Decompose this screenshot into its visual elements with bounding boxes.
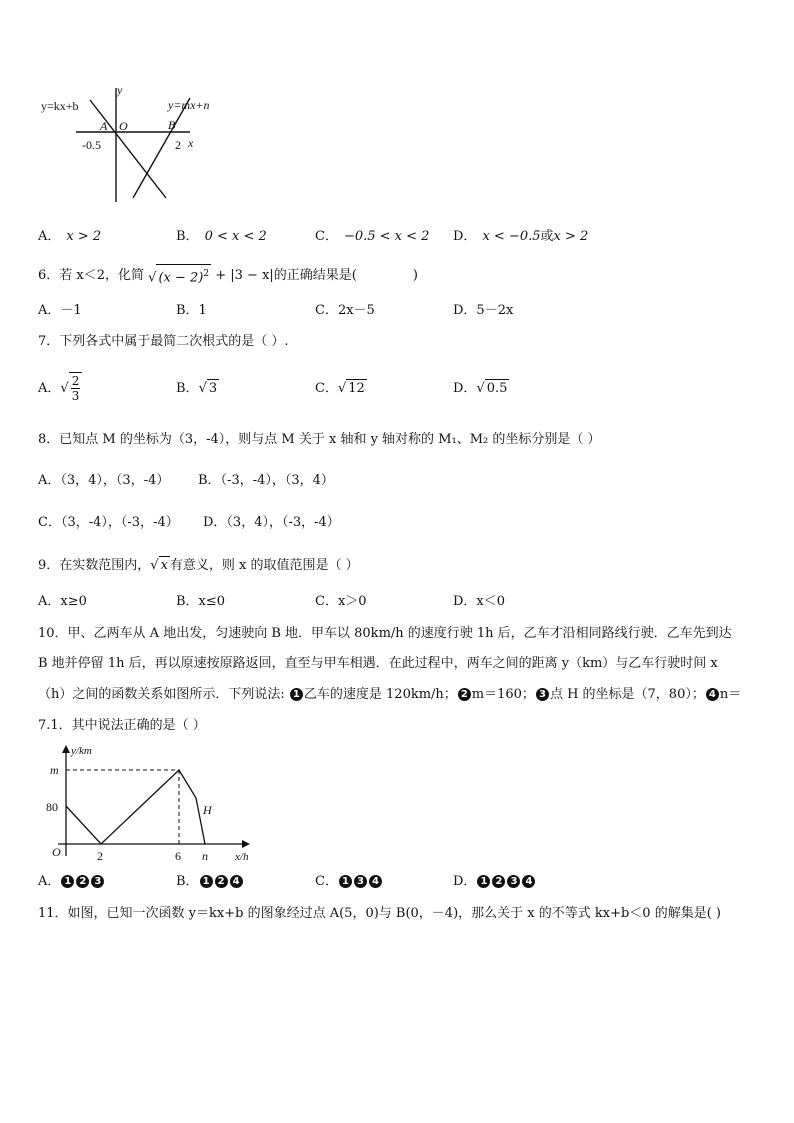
q9-option-d: D．x＜0 <box>453 594 506 609</box>
graph-n-label: n <box>202 849 208 863</box>
graph-x-label: x/h <box>235 851 249 863</box>
question-7: 7．下列各式中属于最简二次根式的是（ ）. <box>38 334 289 349</box>
question-9: 9．在实数范围内，√ x 有意义，则 x 的取值范围是（ ） <box>38 558 359 573</box>
q10-option-d: D． 1 2 3 4 <box>453 873 536 891</box>
tick-two: 2 <box>175 138 181 152</box>
q8-option-a: A．（3，4），（3，-4） <box>38 473 170 488</box>
q6-option-d: D．5－2x <box>453 303 514 318</box>
question-10-line-2: B 地并停留 1h 后，再以原速按原路返回，直至与甲车相遇．在此过程中，两车之间的距离 y（km）与乙车行驶时间 x <box>38 656 718 671</box>
q10-option-b: B． 1 2 4 <box>176 873 244 891</box>
q6-option-a: A．－1 <box>38 303 82 318</box>
q5-option-d: D． x < −0.5或x > 2 <box>453 229 589 244</box>
graph-m-label: m <box>50 763 59 777</box>
sqrt-expression: √ $(x - 2)^2$ <box>148 264 211 287</box>
distance-time-graph <box>38 740 268 868</box>
point-b-label: B <box>168 118 176 132</box>
graph-origin: O <box>52 845 61 859</box>
distance-polyline <box>66 770 205 844</box>
q5-option-c: C． −0.5 < x < 2 <box>315 229 430 244</box>
line2-label: y=mx+n <box>168 98 210 112</box>
question-11: 11．如图，已知一次函数 y＝kx+b 的图象经过点 A(5，0)与 B(0，－4)，那么关于 x 的不等式 kx+b＜0 的解集是( ) <box>38 906 721 921</box>
question-8: 8．已知点 M 的坐标为（3，-4），则与点 M 关于 x 轴和 y 轴对称的 M₁、M₂ 的坐标分别是（ ） <box>38 432 601 447</box>
y-axis-label: y <box>117 83 123 97</box>
q7-option-b: B．√ 3 <box>176 381 218 396</box>
graph-6-label: 6 <box>175 849 181 863</box>
point-o-label: O <box>119 119 128 133</box>
linear-functions-figure <box>38 80 228 210</box>
question-10-line-4: 7.1．其中说法正确的是（ ） <box>38 718 206 733</box>
graph-80-label: 80 <box>46 800 58 814</box>
q7-option-c: C．√ 12 <box>315 381 365 396</box>
point-a-label: A <box>100 119 108 133</box>
tick-neg-half: -0.5 <box>82 138 101 152</box>
q6-option-c: C．2x－5 <box>315 303 375 318</box>
question-10-line-1: 10．甲、乙两车从 A 地出发，匀速驶向 B 地．甲车以 80km/h 的速度行驶 1h 后，乙车才沿相同路线行驶．乙车先到达 <box>38 626 732 641</box>
q6-option-b: B．1 <box>176 303 207 318</box>
q10-option-c: C． 1 3 4 <box>315 873 383 891</box>
q9-option-b: B．x≤0 <box>176 594 226 609</box>
q5-option-a: A． x > 2 <box>38 229 102 244</box>
q8-option-c: C．（3，-4），（-3，-4） <box>38 515 179 530</box>
question-6: 6．若 x＜2，化简 √ $(x - 2)^2 + |3 - x|$的正确结果是( ) <box>38 264 418 287</box>
graph-h-label: H <box>203 803 212 817</box>
q9-option-a: A．x≥0 <box>38 594 87 609</box>
q8-option-d: D．（3，4），（-3，-4） <box>203 515 340 530</box>
q7-option-d: D．√ 0.5 <box>453 381 508 396</box>
line-mx-n <box>133 98 190 198</box>
graph-2-label: 2 <box>97 849 103 863</box>
q5-option-b: B． 0 < x < 2 <box>176 229 267 244</box>
question-10-line-3: （h）之间的函数关系如图所示．下列说法: 1 乙车的速度是 120km/h； 2 m＝160； 3 点 H 的坐标是（7，80）； 4 n＝ <box>38 687 742 702</box>
x-axis-label: x <box>188 136 194 150</box>
line1-label: y=kx+b <box>41 99 79 113</box>
line-kx-b <box>90 100 166 198</box>
q7-option-a: A．√ $\frac{2}{3}$ <box>38 372 82 405</box>
q8-option-b: B．（-3，-4），（3，4） <box>198 473 334 488</box>
q9-option-c: C．x＞0 <box>315 594 367 609</box>
graph-y-label: y/km <box>71 745 92 757</box>
q10-option-a: A． 1 2 3 <box>38 873 105 891</box>
